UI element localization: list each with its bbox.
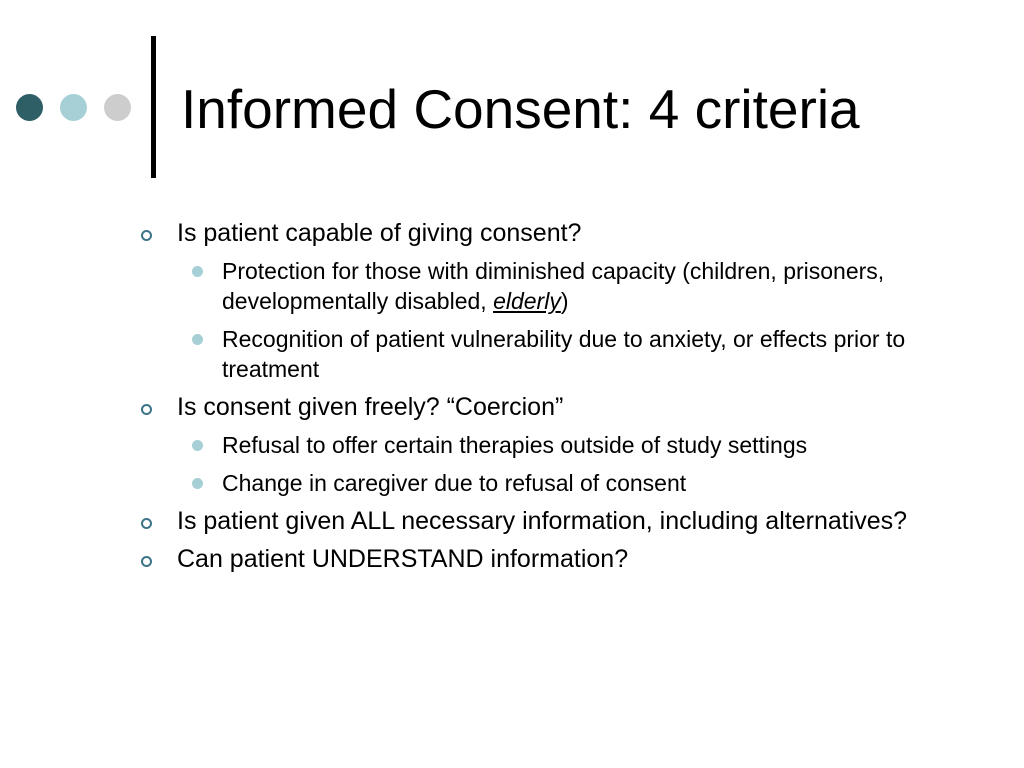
sub-bullet-text: Protection for those with diminished capacity (children, prisoners, developmentally disabled,	[222, 258, 885, 314]
sub-bullet-item	[140, 468, 980, 498]
bullet-text: Can patient UNDERSTAND information?	[177, 545, 629, 573]
bullet-item	[140, 392, 980, 423]
decorative-dot-gray	[104, 94, 131, 121]
bullet-text: Is patient given ALL necessary information, including alternatives?	[177, 507, 908, 535]
sub-bullet-item	[140, 324, 980, 384]
title-divider	[151, 36, 156, 178]
hollow-circle-bullet-icon	[141, 556, 152, 567]
bullet-text: Is patient capable of giving consent?	[177, 219, 582, 247]
slide-title: Informed Consent: 4 criteria	[181, 78, 860, 140]
sub-bullet-text-end: )	[560, 288, 569, 314]
sub-bullet-text: Recognition of patient vulnerability due to anxiety, or effects prior to treatment	[222, 326, 906, 382]
filled-circle-bullet-icon	[192, 478, 203, 489]
filled-circle-bullet-icon	[192, 440, 203, 451]
bullet-item	[140, 506, 980, 537]
hollow-circle-bullet-icon	[141, 518, 152, 529]
sub-bullet-item	[140, 256, 980, 316]
hollow-circle-bullet-icon	[141, 230, 152, 241]
decorative-dot-dark	[16, 94, 43, 121]
emphasized-word: elderly	[493, 288, 561, 314]
hollow-circle-bullet-icon	[141, 404, 152, 415]
bullet-item	[140, 218, 980, 249]
sub-bullet-text: Refusal to offer certain therapies outside of study settings	[222, 432, 808, 458]
bullet-list	[140, 218, 980, 582]
bullet-text: Is consent given freely? “Coercion”	[177, 393, 564, 421]
filled-circle-bullet-icon	[192, 334, 203, 345]
filled-circle-bullet-icon	[192, 266, 203, 277]
decorative-dot-light	[60, 94, 87, 121]
bullet-item	[140, 544, 980, 575]
sub-bullet-text: Change in caregiver due to refusal of consent	[222, 470, 687, 496]
sub-bullet-item	[140, 430, 980, 460]
